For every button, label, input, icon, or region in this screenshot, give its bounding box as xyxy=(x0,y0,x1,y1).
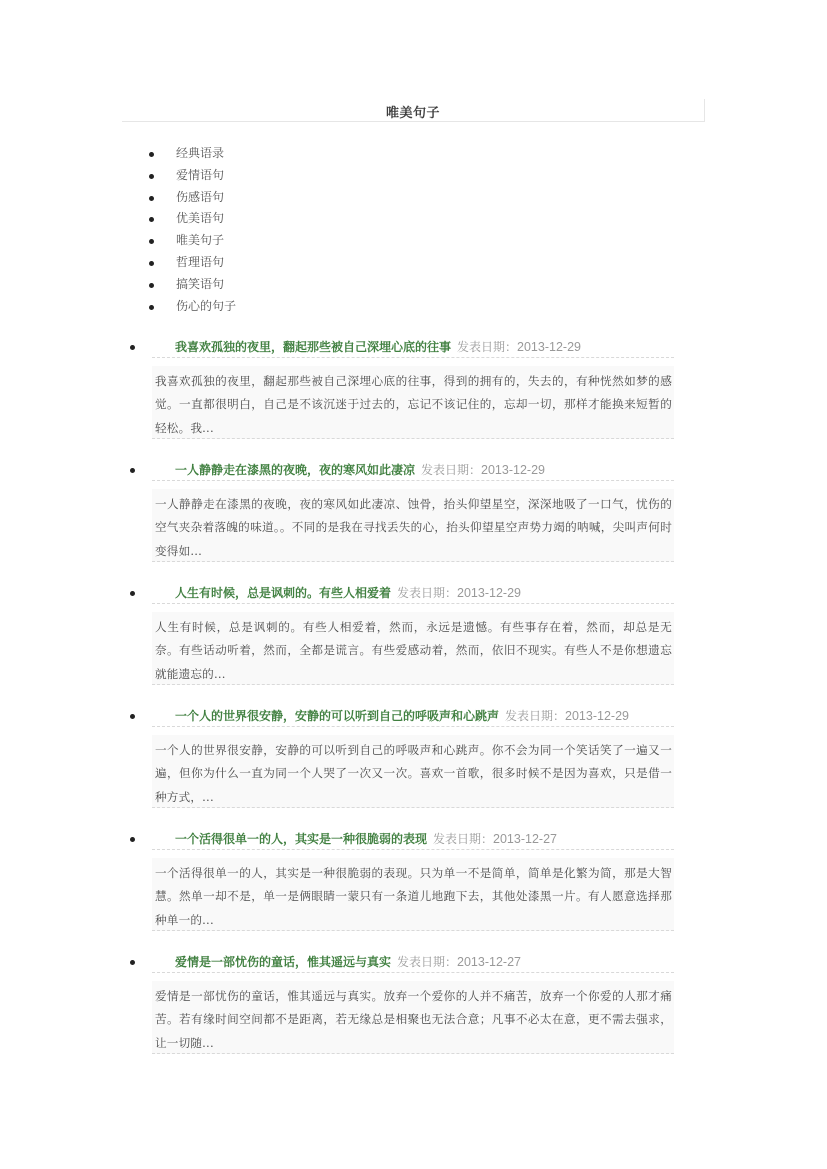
article-header xyxy=(152,951,674,973)
article-list xyxy=(128,336,676,1074)
article-excerpt-box xyxy=(152,489,674,562)
article-excerpt: 一人静静走在漆黑的夜晚，夜的寒风如此凄凉、蚀骨，抬头仰望星空，深深地吸了一口气，忧伤的空气夹杂着落魄的味道。。不同的是我在寻找丢失的心，抬头仰望星空声势力竭的呐喊，尖叫声何时变得如... xyxy=(155,497,672,558)
article-title-link[interactable] xyxy=(175,830,557,847)
date-value: 2013-12-27 xyxy=(493,832,557,846)
article-title[interactable]: 一人静静走在漆黑的夜晚，夜的寒风如此凄凉 xyxy=(175,463,416,477)
article-date xyxy=(397,955,521,969)
page-title: 唯美句子 xyxy=(385,106,440,121)
bullet-icon xyxy=(130,345,135,350)
article-excerpt-box xyxy=(152,612,674,685)
article-item xyxy=(128,705,676,828)
category-item-heartbreak[interactable] xyxy=(148,296,236,318)
article-title-link[interactable] xyxy=(175,953,521,970)
bullet-icon xyxy=(130,591,135,596)
bullet-icon xyxy=(149,152,154,157)
article-item xyxy=(128,828,676,951)
date-label: 发表日期： xyxy=(457,340,518,354)
article-title-link[interactable] xyxy=(175,338,581,355)
bullet-icon xyxy=(130,960,135,965)
date-label: 发表日期： xyxy=(505,709,566,723)
bullet-icon xyxy=(149,283,154,288)
category-label[interactable]: 爱情语句 xyxy=(176,167,225,182)
bullet-icon xyxy=(130,714,135,719)
article-item xyxy=(128,459,676,582)
article-excerpt: 一个活得很单一的人，其实是一种很脆弱的表现。只为单一不是简单，简单是化繁为简，那是大智慧。然单一却不是，单一是俩眼睛一蒙只有一条道儿地跑下去，其他处漆黑一片。有人愿意选择那种单一的... xyxy=(155,866,672,927)
article-date xyxy=(505,709,629,723)
article-title[interactable]: 一个人的世界很安静，安静的可以听到自己的呼吸声和心跳声 xyxy=(175,709,500,723)
article-excerpt: 爱情是一部忧伤的童话，惟其遥远与真实。放弃一个爱你的人并不痛苦，放弃一个你爱的人那才痛苦。若有缘时间空间都不是距离，若无缘总是相聚也无法合意；凡事不必太在意，更不需去强求，让一切随... xyxy=(155,989,672,1050)
date-label: 发表日期： xyxy=(421,463,482,477)
category-label[interactable]: 伤心的句子 xyxy=(176,298,237,313)
page-header xyxy=(122,99,705,122)
article-excerpt: 一个人的世界很安静，安静的可以听到自己的呼吸声和心跳声。你不会为同一个笑话笑了一遍又一遍，但你为什么一直为同一个人哭了一次又一次。喜欢一首歌，很多时候不是因为喜欢，只是借一种方式，... xyxy=(155,743,672,804)
category-label[interactable]: 伤感语句 xyxy=(176,189,225,204)
category-item-philosophy[interactable] xyxy=(148,252,236,274)
article-header xyxy=(152,828,674,850)
article-header xyxy=(152,705,674,727)
article-header xyxy=(152,459,674,481)
category-item-funny[interactable] xyxy=(148,274,236,296)
category-label[interactable]: 哲理语句 xyxy=(176,254,225,269)
article-excerpt-box xyxy=(152,858,674,931)
category-item-sad[interactable] xyxy=(148,187,236,209)
category-label[interactable]: 唯美句子 xyxy=(176,233,225,248)
date-label: 发表日期： xyxy=(433,832,494,846)
bullet-icon xyxy=(149,217,154,222)
bullet-icon xyxy=(130,468,135,473)
date-value: 2013-12-29 xyxy=(565,709,629,723)
date-label: 发表日期： xyxy=(397,586,458,600)
article-excerpt-box xyxy=(152,981,674,1054)
bullet-icon xyxy=(130,837,135,842)
date-value: 2013-12-29 xyxy=(481,463,545,477)
article-date xyxy=(457,340,581,354)
article-title-link[interactable] xyxy=(175,584,521,601)
article-excerpt: 人生有时候，总是讽刺的。有些人相爱着，然而，永远是遗憾。有些事存在着，然而，却总是无奈。有些话动听着，然而，全都是谎言。有些爱感动着，然而，依旧不现实。有些人不是你想遗忘就能遗忘的... xyxy=(155,620,672,681)
article-excerpt-box xyxy=(152,366,674,439)
category-label[interactable]: 搞笑语句 xyxy=(176,276,225,291)
article-title[interactable]: 爱情是一部忧伤的童话，惟其遥远与真实 xyxy=(175,955,392,969)
date-label: 发表日期： xyxy=(397,955,458,969)
article-title[interactable]: 我喜欢孤独的夜里，翻起那些被自己深埋心底的往事 xyxy=(175,340,452,354)
article-header xyxy=(152,336,674,358)
article-excerpt-box xyxy=(152,735,674,808)
article-item xyxy=(128,582,676,705)
bullet-icon xyxy=(149,174,154,179)
article-date xyxy=(421,463,545,477)
article-title-link[interactable] xyxy=(175,461,545,478)
category-item-love[interactable] xyxy=(148,165,236,187)
article-title[interactable]: 人生有时候，总是讽刺的。有些人相爱着 xyxy=(175,586,392,600)
category-label[interactable]: 优美语句 xyxy=(176,211,225,226)
category-item-aesthetic[interactable] xyxy=(148,230,236,252)
date-value: 2013-12-27 xyxy=(457,955,521,969)
category-label[interactable]: 经典语录 xyxy=(176,146,225,160)
article-excerpt: 我喜欢孤独的夜里，翻起那些被自己深埋心底的往事，得到的拥有的，失去的，有种恍然如梦的感觉。一直都很明白，自己是不该沉迷于过去的，忘记不该记住的，忘却一切，那样才能换来短暂的轻松。我... xyxy=(155,374,672,435)
article-item xyxy=(128,951,676,1074)
bullet-icon xyxy=(149,196,154,201)
article-date xyxy=(397,586,521,600)
bullet-icon xyxy=(149,239,154,244)
article-item xyxy=(128,336,676,459)
article-title[interactable]: 一个活得很单一的人，其实是一种很脆弱的表现 xyxy=(175,832,428,846)
bullet-icon xyxy=(149,305,154,310)
date-value: 2013-12-29 xyxy=(457,586,521,600)
category-item-beautiful[interactable] xyxy=(148,208,236,230)
date-value: 2013-12-29 xyxy=(517,340,581,354)
article-date xyxy=(433,832,557,846)
category-item-classic-quotes[interactable] xyxy=(148,143,236,165)
bullet-icon xyxy=(149,261,154,266)
article-header xyxy=(152,582,674,604)
category-nav xyxy=(148,143,236,317)
article-title-link[interactable] xyxy=(175,707,629,724)
